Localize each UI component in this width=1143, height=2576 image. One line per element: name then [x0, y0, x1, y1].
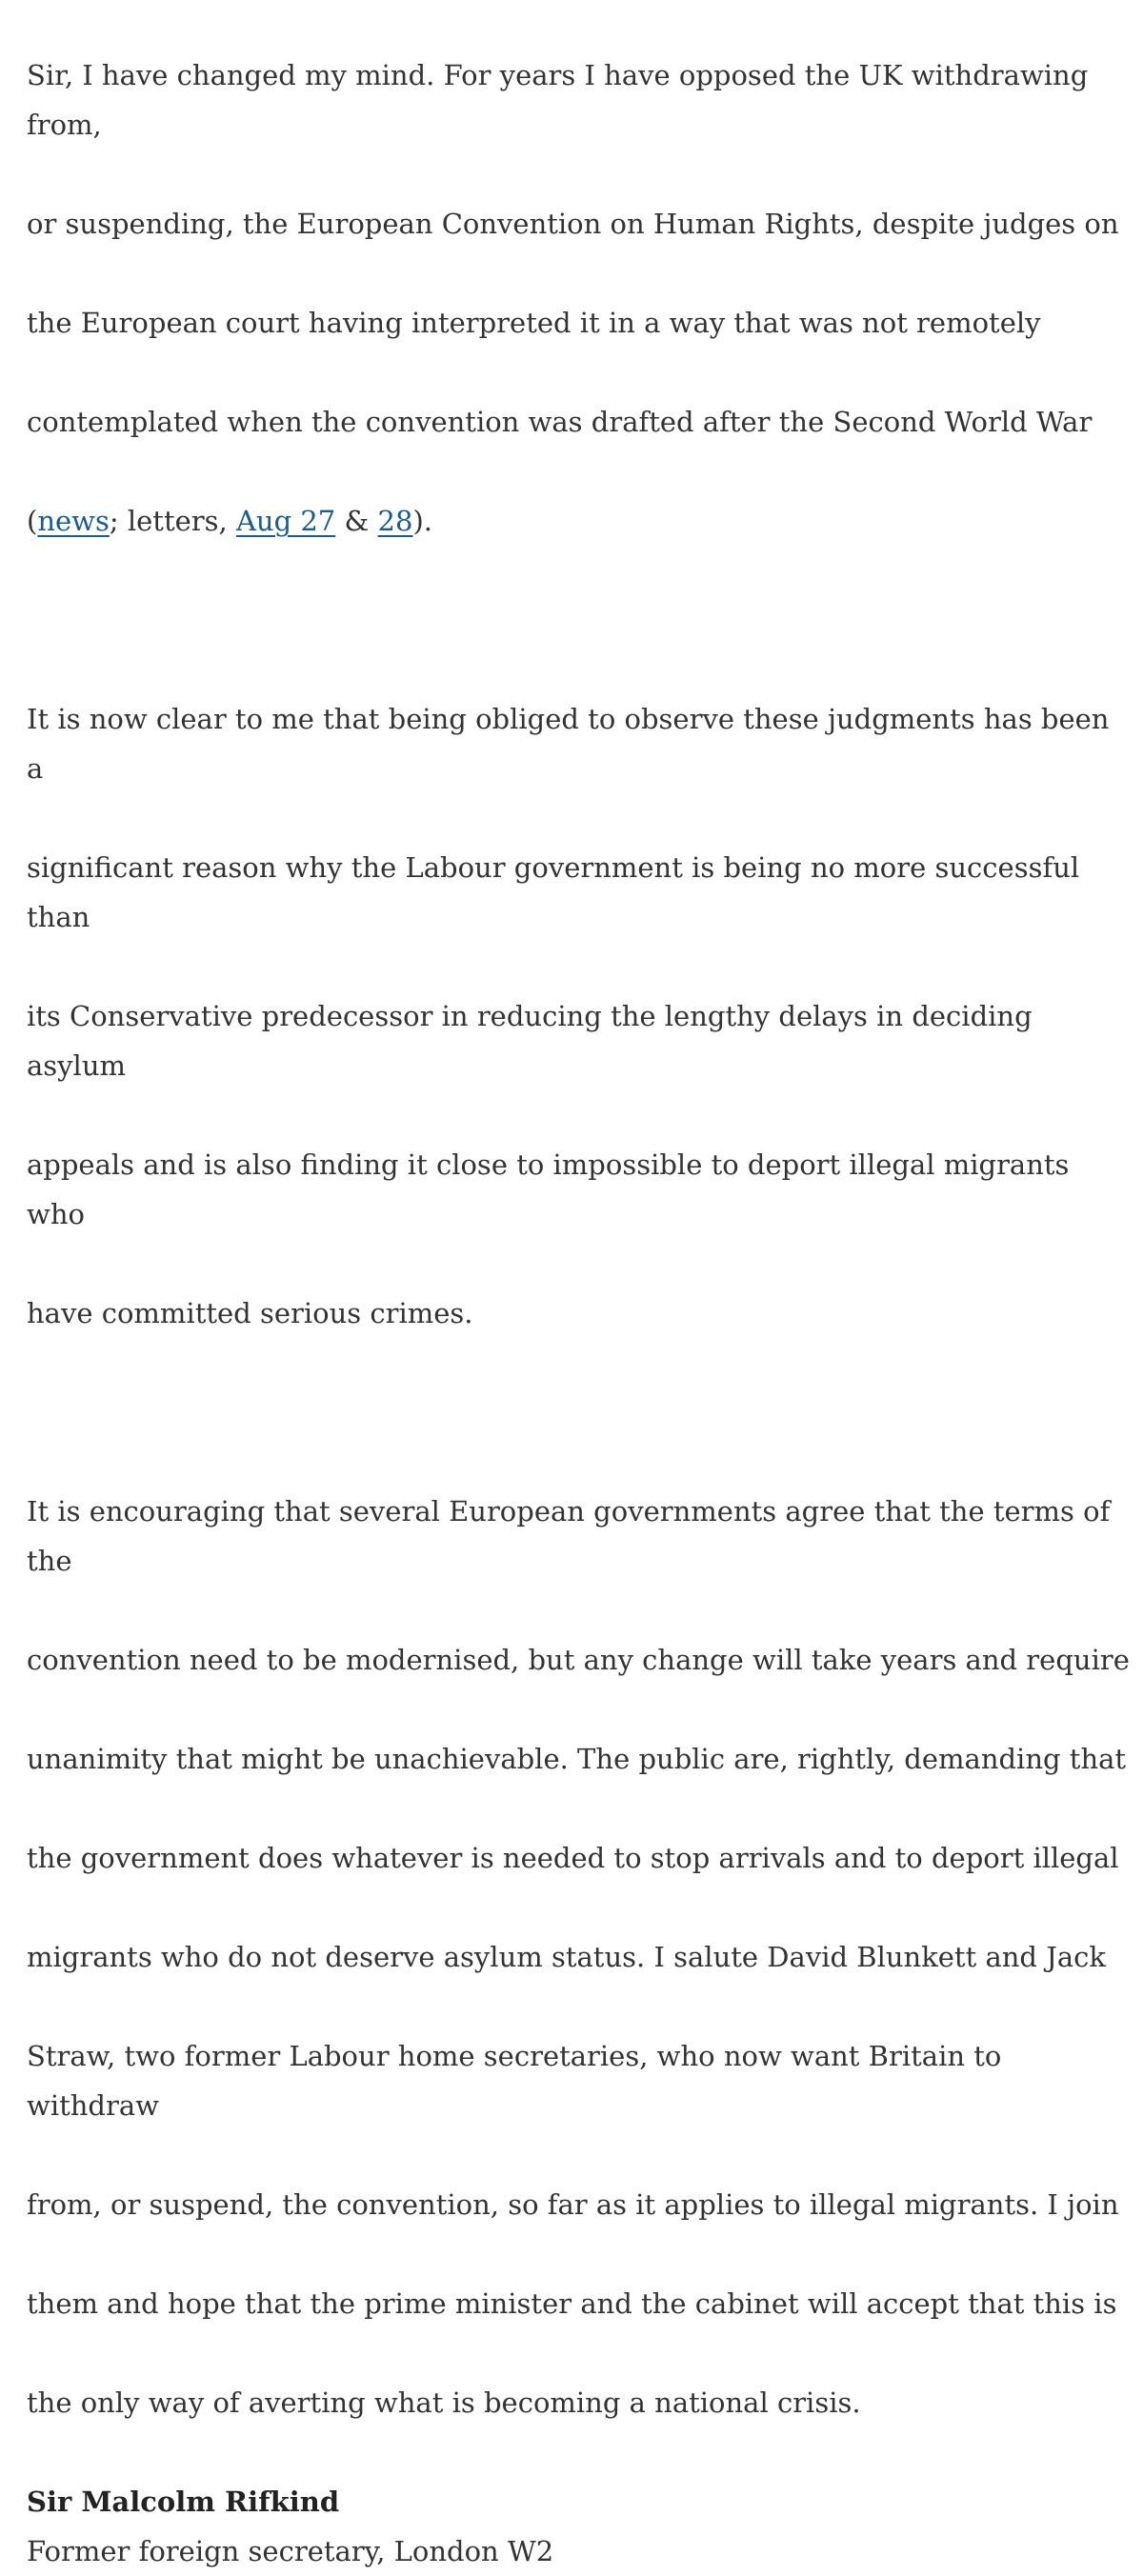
aug-27-link[interactable]: Aug 27: [235, 505, 336, 537]
text-line: or suspending, the European Convention on Human Rights, despite judges on: [27, 208, 1119, 240]
text-line: unanimity that might be unachievable. The public are, rightly, demanding that: [27, 1743, 1127, 1775]
text-line: migrants who do not deserve asylum status. I salute David Blunkett and Jack: [27, 1941, 1106, 1973]
text-line: from, or suspend, the convention, so far as it applies to illegal migrants. I join: [27, 2188, 1119, 2221]
news-link[interactable]: news: [37, 505, 110, 537]
paragraph-1: [27, 1, 1132, 595]
text-line: convention need to be modernised, but any change will take years and require: [27, 1644, 1130, 1676]
signature-role: Former foreign secretary, London W2: [27, 2535, 554, 2567]
text-line: the European court having interpreted it in a way that was not remotely: [27, 307, 1041, 339]
ampersand-text: &: [335, 505, 378, 537]
letters-text: ; letters,: [109, 505, 236, 537]
paragraph-3: [27, 1437, 1132, 2477]
text-line-with-links: [27, 496, 1132, 546]
text-line: the government does whatever is needed to stop arrivals and to deport illegal: [27, 1842, 1119, 1874]
text-line: appeals and is also finding it close to impossible to deport illegal migrants who: [27, 1148, 1070, 1230]
text-line: It is encouraging that several European governments agree that the terms of the: [27, 1495, 1111, 1577]
text-line: its Conservative predecessor in reducing the lengthy delays in deciding asylum: [27, 1000, 1033, 1082]
text-line: them and hope that the prime minister and the cabinet will accept that this is: [27, 2287, 1117, 2320]
aug-28-link[interactable]: 28: [377, 505, 413, 537]
paragraph-gap: [27, 595, 1132, 645]
paragraph-gap: [27, 1388, 1132, 1437]
open-paren: (: [27, 505, 38, 537]
text-line: significant reason why the Labour government is being no more successful than: [27, 851, 1080, 933]
letter-body: [27, 0, 1132, 2576]
text-line: Straw, two former Labour home secretaries, who now want Britain to withdraw: [27, 2040, 1002, 2122]
text-line: contemplated when the convention was drafted after the Second World War: [27, 406, 1093, 438]
text-line: have committed serious crimes.: [27, 1297, 473, 1329]
text-line: the only way of averting what is becoming a national crisis.: [27, 2386, 861, 2419]
signature-name: Sir Malcolm Rifkind: [27, 2486, 340, 2518]
text-line: Sir, I have changed my mind. For years I have opposed the UK withdrawing from,: [27, 59, 1089, 141]
paragraph-2: [27, 645, 1132, 1388]
text-line: It is now clear to me that being obliged to observe these judgments has been a: [27, 703, 1110, 785]
close-paren: ).: [412, 505, 432, 537]
